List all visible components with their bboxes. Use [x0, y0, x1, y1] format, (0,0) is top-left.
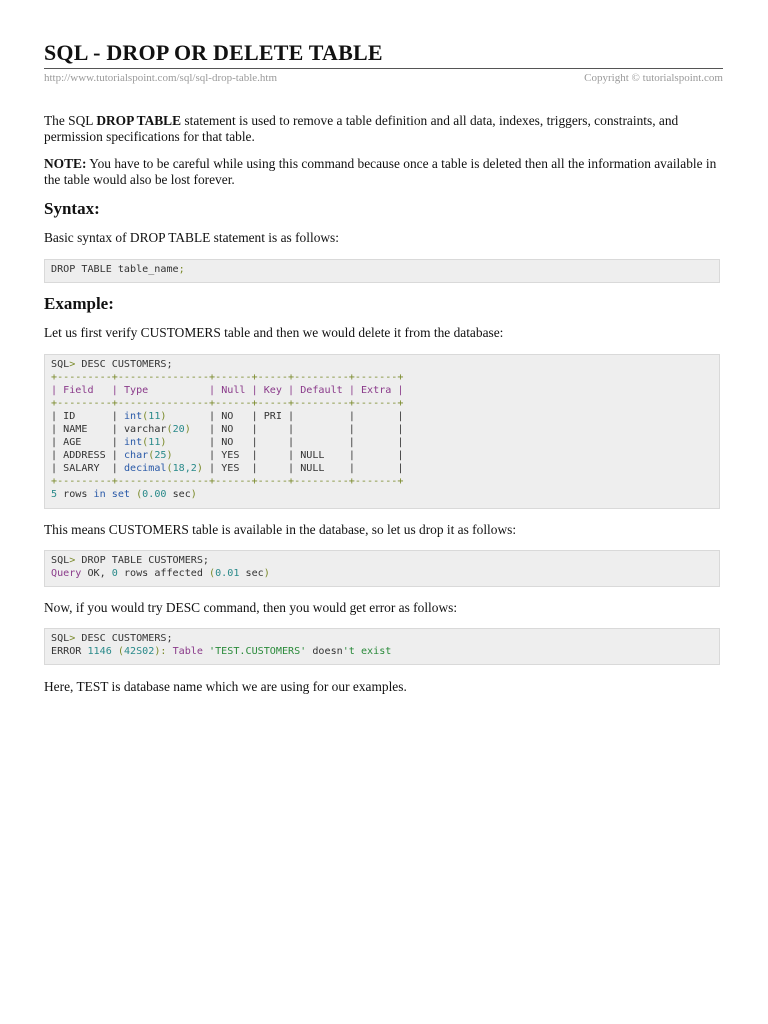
error-description: Now, if you would try DESC command, then you would get error as follows:	[44, 600, 458, 615]
table-border-bottom: +---------+---------------+------+-----+---------+-------+	[51, 476, 404, 487]
syntax-code-block: DROP TABLE table_name;	[44, 259, 720, 283]
table-row: | SALARY | decimal(18,2) | YES | | NULL | |	[51, 463, 404, 474]
syntax-description: Basic syntax of DROP TABLE statement is as follows:	[44, 230, 339, 245]
error-code-block: SQL> DESC CUSTOMERS; ERROR 1146 (42S02): Table 'TEST.CUSTOMERS' doesn't exist	[44, 628, 720, 665]
table-header-row: | Field | Type | Null | Key | Default | Extra |	[51, 385, 404, 396]
table-border-mid: +---------+---------------+------+-----+---------+-------+	[51, 398, 404, 409]
drop-description: This means CUSTOMERS table is available in the database, so let us drop it as follows:	[44, 522, 517, 537]
table-row: | ADDRESS | char(25) | YES | | NULL | |	[51, 450, 404, 461]
title-divider	[44, 68, 723, 69]
table-border-top: +---------+---------------+------+-----+---------+-------+	[51, 372, 404, 383]
page-title: SQL - DROP OR DELETE TABLE	[44, 40, 383, 65]
closing-paragraph: Here, TEST is database name which we are using for our examples.	[44, 679, 407, 694]
example-heading: Example:	[44, 294, 114, 313]
drop-code-block: SQL> DROP TABLE CUSTOMERS; Query OK, 0 rows affected (0.01 sec)	[44, 550, 720, 587]
rows-in-set-line: 5 rows in set (0.00 sec)	[51, 489, 197, 500]
syntax-heading: Syntax:	[44, 199, 100, 218]
intro-paragraph: The SQL DROP TABLE statement is used to remove a table definition and all data, indexes, triggers, constraints, and permission specifications for that table.	[44, 113, 679, 144]
table-row: | AGE | int(11) | NO | | | |	[51, 437, 404, 448]
table-row: | ID | int(11) | NO | PRI | | |	[51, 411, 404, 422]
note-paragraph: NOTE: You have to be careful while using this command because once a table is deleted then all the information available in the table would also be lost forever.	[44, 156, 717, 187]
example-description: Let us first verify CUSTOMERS table and then we would delete it from the database:	[44, 325, 504, 340]
table-row: | NAME | varchar(20) | NO | | | |	[51, 424, 404, 435]
source-url: http://www.tutorialspoint.com/sql/sql-drop-table.htm	[44, 72, 278, 84]
copyright-notice: Copyright © tutorialspoint.com	[584, 72, 723, 84]
desc-code-block: SQL> DESC CUSTOMERS; +---------+---------------+------+-----+---------+-------+ | Field | Type | Null | Key | Default | Extra | +---------+---------------+------+-----+---------+-------+ | ID | int(11) | NO | PRI | | | | NAME | varchar(20) | NO | | | | | AGE | int(11) | NO | | | | | ADDRESS | char(25) | YES | | NULL | | | SALARY | decimal(18,2) | YES | | NULL | | +---------+---------------+------+-----+---------+-------+ 5 rows in set (0.00 sec)	[44, 354, 720, 509]
